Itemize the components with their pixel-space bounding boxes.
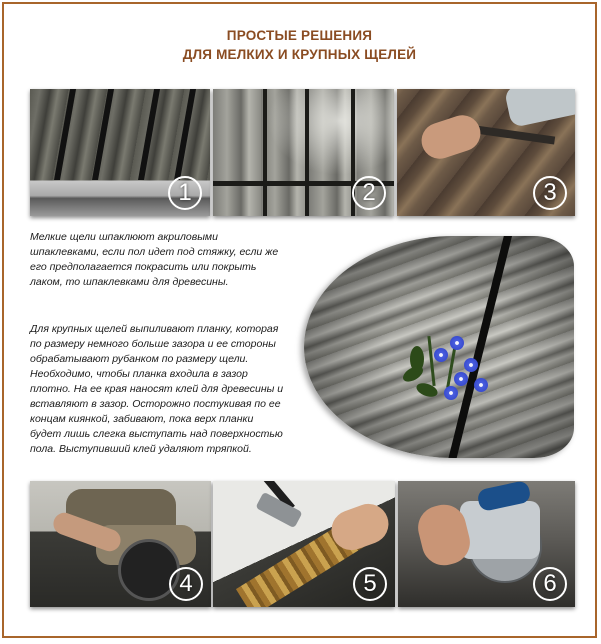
- text-line: Необходимо, чтобы планка входила в зазор: [30, 368, 248, 380]
- text-line: Для крупных щелей выпиливают планку, которая: [30, 323, 279, 335]
- title-line-1: ПРОСТЫЕ РЕШЕНИЯ: [226, 28, 373, 43]
- text-line: вставляют в зазор. Осторожно постукивая по ее: [30, 398, 281, 410]
- large-cracks-paragraph: [30, 322, 298, 457]
- text-line: пола. Выступивший клей удаляют тряпкой.: [30, 443, 252, 455]
- text-line: будет лишь слегка выступать над поверхностью: [30, 428, 283, 440]
- text-line: концам киянкой, забивают, пока верх планки: [30, 413, 254, 425]
- floor-gaps-photo: [213, 89, 394, 216]
- text-line: лаком, то шпаклевками для древесины.: [30, 276, 229, 288]
- step-number-3: 3: [533, 176, 567, 210]
- text-line: по размеру немного больше зазора и ее стороны: [30, 338, 276, 350]
- text-line: шпаклевками, если пол идет под стяжку, если же: [30, 246, 279, 258]
- text-line: обрабатывают рубанком по размеру щели.: [30, 353, 249, 365]
- hammer-chisel-photo: [397, 89, 575, 216]
- page-title: [4, 26, 595, 64]
- step-number-5: 5: [353, 567, 387, 601]
- text-line: Мелкие щели шпаклюют акриловыми: [30, 231, 218, 243]
- circular-saw-cutting-photo: [30, 481, 211, 607]
- small-cracks-paragraph: [30, 230, 298, 290]
- title-line-2: ДЛЯ МЕЛКИХ И КРУПНЫХ ЩЕЛЕЙ: [182, 47, 417, 62]
- infographic-page: [2, 2, 597, 638]
- weathered-floor-cracks-photo: [30, 89, 210, 216]
- circular-saw-closeup-photo: [398, 481, 575, 607]
- hammer-plank-photo: [213, 481, 395, 607]
- step-number-2: 2: [352, 176, 386, 210]
- flower-in-floor-gap-photo: [304, 236, 574, 458]
- text-line: плотно. На ее края наносят клей для древесины и: [30, 383, 284, 395]
- step-number-1: 1: [168, 176, 202, 210]
- step-number-6: 6: [533, 567, 567, 601]
- step-number-4: 4: [169, 567, 203, 601]
- text-line: его предполагается покрасить или покрыть: [30, 261, 257, 273]
